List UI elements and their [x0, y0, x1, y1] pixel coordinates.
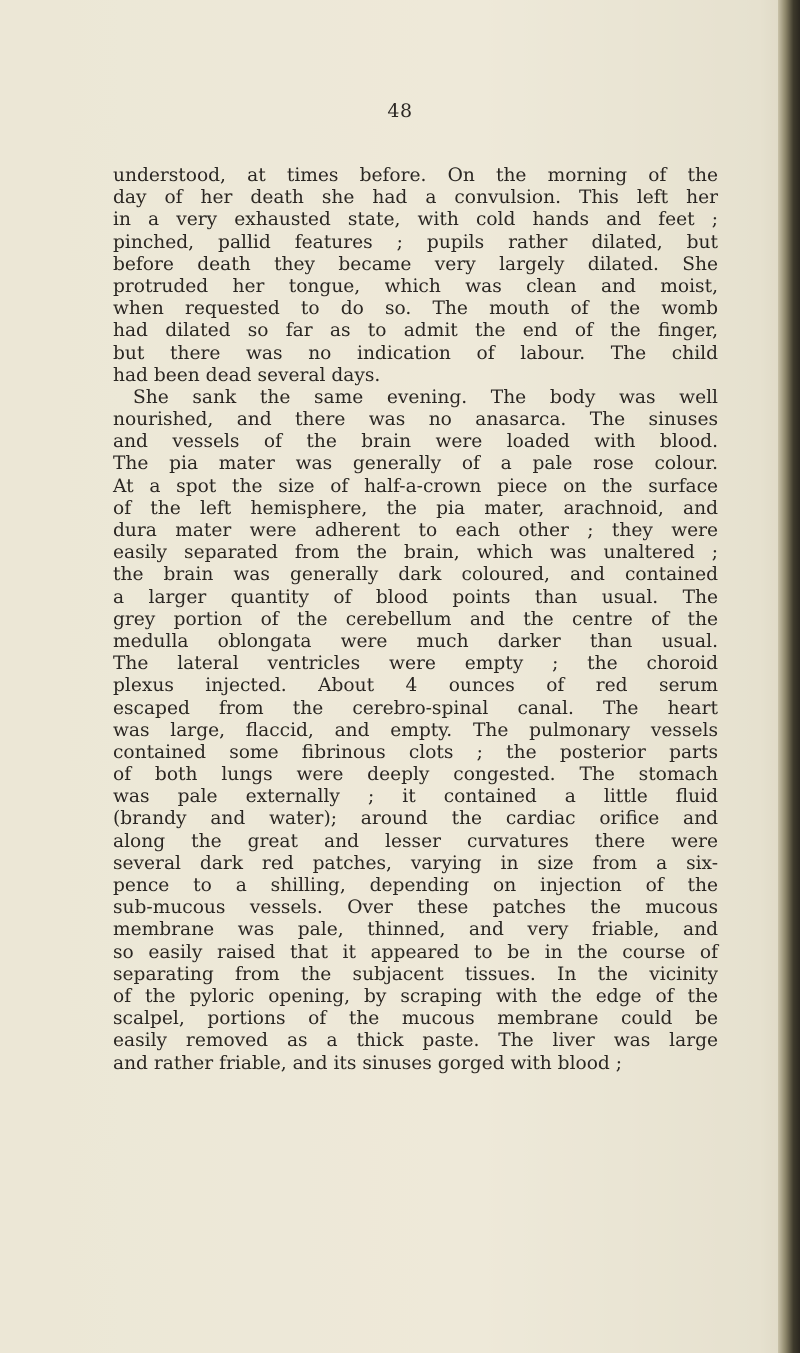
text-line: She sank the same evening. The body was well [133, 386, 718, 408]
text-line: pinched, pallid features ; pupils rather dilated, but [113, 231, 718, 253]
text-line: membrane was pale, thinned, and very friable, and [113, 919, 718, 941]
body-text [113, 165, 718, 1075]
text-line: had dilated so far as to admit the end of the finger, [113, 320, 718, 342]
text-line: was large, flaccid, and empty. The pulmonary vessels [113, 719, 718, 741]
text-line: At a spot the size of half-a-crown piece on the surface [113, 475, 718, 497]
text-line: understood, at times before. On the morning of the [113, 165, 718, 186]
text-line: pence to a shilling, depending on injection of the [113, 875, 718, 896]
text-line: (brandy and water); around the cardiac orifice and [113, 808, 718, 830]
text-line: nourished, and there was no anasarca. The sinuses [113, 409, 718, 431]
text-line: easily separated from the brain, which was unaltered ; [113, 542, 718, 564]
text-line: was pale externally ; it contained a little fluid [113, 786, 718, 808]
text-line: day of her death she had a convulsion. This left her [113, 187, 718, 209]
text-line: easily removed as a thick paste. The liver was large [113, 1030, 718, 1052]
text-line: medulla oblongata were much darker than usual. [113, 630, 718, 652]
text-line: in a very exhausted state, with cold hands and feet ; [113, 209, 718, 231]
page-number: 48 [387, 100, 413, 122]
page-edge-shadow [778, 0, 800, 1353]
text-line: the brain was generally dark coloured, and contained [113, 564, 718, 586]
text-line: and rather friable, and its sinuses gorged with blood ; [113, 1052, 622, 1074]
text-line: contained some fibrinous clots ; the posterior parts [113, 741, 718, 763]
text-line: a larger quantity of blood points than usual. The [113, 586, 718, 608]
text-line: so easily raised that it appeared to be in the course of [113, 941, 718, 963]
text-line: plexus injected. About 4 ounces of red serum [113, 675, 718, 697]
text-line: escaped from the cerebro-spinal canal. The heart [113, 697, 718, 719]
text-line: of the left hemisphere, the pia mater, arachnoid, and [113, 497, 718, 519]
text-line: sub-mucous vessels. Over these patches the mucous [113, 897, 718, 919]
text-line: dura mater were adherent to each other ; they were [113, 520, 718, 541]
text-line: several dark red patches, varying in size from a six- [113, 852, 718, 874]
text-line: The lateral ventricles were empty ; the choroid [113, 653, 718, 675]
text-line: had been dead several days. [113, 364, 381, 386]
text-line: but there was no indication of labour. The child [113, 342, 718, 364]
text-line: of both lungs were deeply congested. The stomach [113, 764, 718, 786]
text-line: along the great and lesser curvatures there were [113, 830, 718, 852]
text-line: before death they became very largely dilated. She [113, 253, 718, 275]
text-line: scalpel, portions of the mucous membrane could be [113, 1008, 718, 1030]
text-line: when requested to do so. The mouth of the womb [113, 298, 718, 320]
text-line: of the pyloric opening, by scraping with the edge of the [113, 985, 718, 1007]
text-line: separating from the subjacent tissues. In the vicinity [113, 963, 718, 985]
text-line: grey portion of the cerebellum and the centre of the [113, 608, 718, 630]
text-line: and vessels of the brain were loaded with blood. [113, 431, 718, 453]
text-line: The pia mater was generally of a pale rose colour. [113, 453, 718, 475]
text-line: protruded her tongue, which was clean and moist, [113, 275, 718, 297]
